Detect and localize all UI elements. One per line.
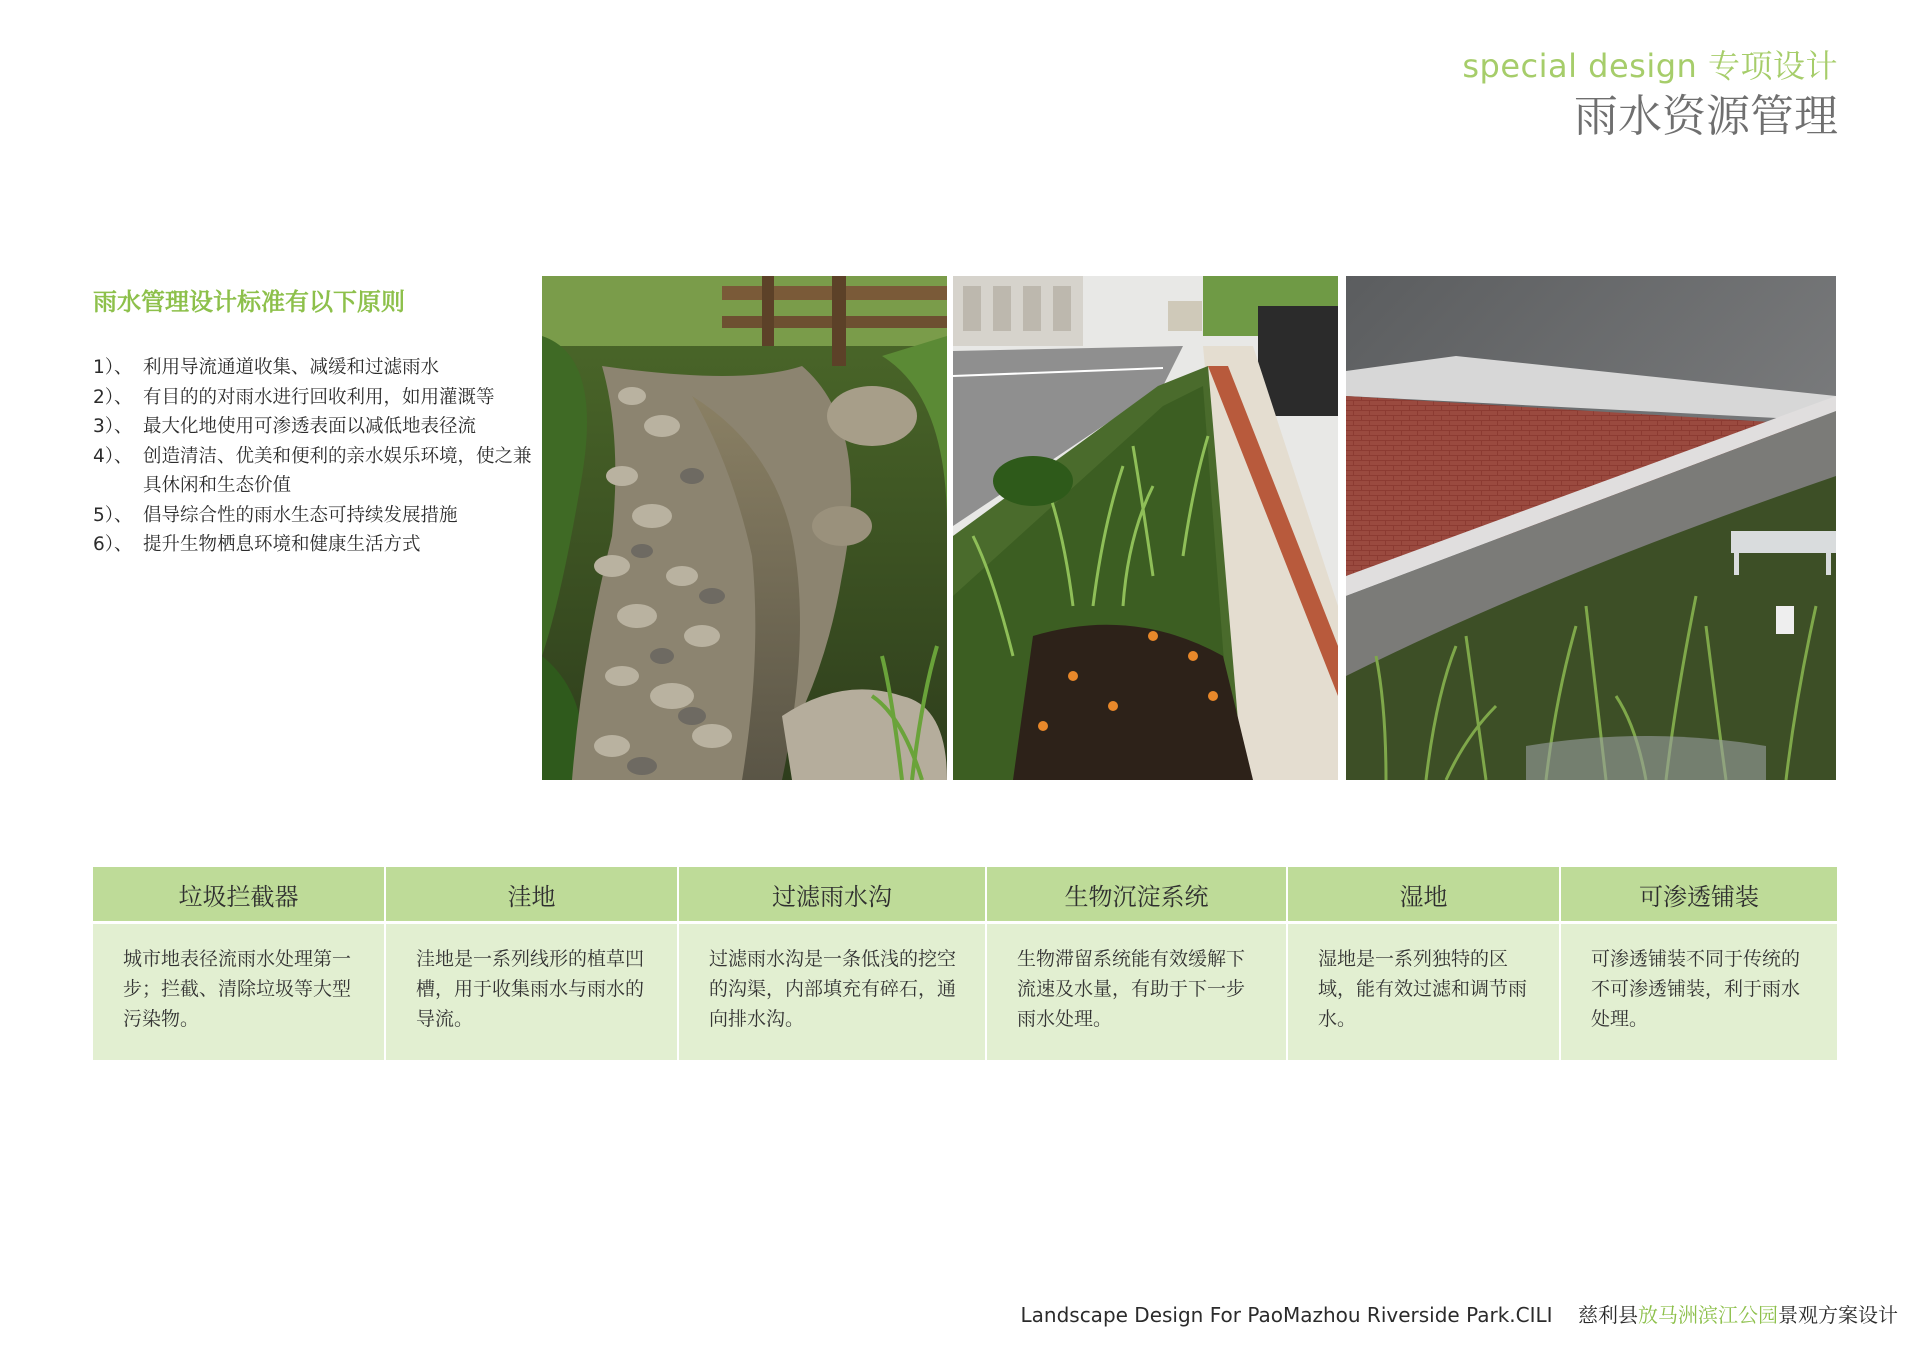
principle-number: 4）、 xyxy=(93,445,133,467)
photo-rock-creek xyxy=(542,276,947,780)
table-cell: 洼地是一系列线形的植草凹槽，用于收集雨水与雨水的导流。 xyxy=(385,923,678,1061)
principle-text: 最大化地使用可渗透表面以减低地表径流 xyxy=(143,416,477,437)
page-header xyxy=(1462,46,1838,146)
column-header: 过滤雨水沟 xyxy=(678,867,986,923)
principle-item xyxy=(93,442,533,501)
principle-number: 3）、 xyxy=(93,416,133,437)
principle-text: 倡导综合性的雨水生态可持续发展措施 xyxy=(143,504,458,526)
principle-number: 5）、 xyxy=(93,504,133,526)
photo-permeable-paving xyxy=(1346,276,1836,780)
principle-number: 6）、 xyxy=(93,534,133,555)
column-header: 垃圾拦截器 xyxy=(93,867,385,923)
principle-item xyxy=(93,383,533,413)
table-cell: 过滤雨水沟是一条低浅的挖空的沟渠，内部填充有碎石，通向排水沟。 xyxy=(678,923,986,1061)
facilities-table xyxy=(93,867,1837,1060)
table-cell: 生物滞留系统能有效缓解下流速及水量，有助于下一步雨水处理。 xyxy=(986,923,1287,1061)
photo-street-bioswale xyxy=(953,276,1338,780)
principle-item xyxy=(93,530,533,560)
column-header: 可渗透铺装 xyxy=(1560,867,1837,923)
principle-item xyxy=(93,353,533,383)
footer-county: 慈利县 xyxy=(1578,1303,1638,1327)
principle-text: 利用导流通道收集、减缓和过滤雨水 xyxy=(143,357,440,378)
column-header: 洼地 xyxy=(385,867,678,923)
column-header: 湿地 xyxy=(1287,867,1560,923)
footer-english: Landscape Design For PaoMazhou Riverside Park.CILI xyxy=(1020,1303,1553,1327)
principle-text: 有目的的对雨水进行回收利用，如用灌溉等 xyxy=(143,386,495,408)
page-footer xyxy=(1021,1299,1899,1328)
principle-item xyxy=(93,412,533,442)
table-cell: 可渗透铺装不同于传统的不可渗透铺装，利于雨水处理。 xyxy=(1560,923,1837,1061)
table-cell: 湿地是一系列独特的区域，能有效过滤和调节雨水。 xyxy=(1287,923,1560,1061)
column-header: 生物沉淀系统 xyxy=(986,867,1287,923)
header-subtitle: special design 专项设计 xyxy=(1462,47,1838,85)
principle-number: 2）、 xyxy=(93,386,133,408)
principle-list xyxy=(93,353,533,560)
table-row xyxy=(93,923,1837,1061)
principle-text: 提升生物栖息环境和健康生活方式 xyxy=(143,534,421,555)
principles-section xyxy=(93,282,533,560)
principle-number: 1）、 xyxy=(93,357,133,378)
table-header-row xyxy=(93,867,1837,923)
table-cell: 城市地表径流雨水处理第一步；拦截、清除垃圾等大型污染物。 xyxy=(93,923,385,1061)
footer-suffix: 景观方案设计 xyxy=(1778,1303,1898,1327)
principle-item xyxy=(93,501,533,531)
page-title: 雨水资源管理 xyxy=(1574,91,1838,142)
footer-park-name: 放马洲滨江公园 xyxy=(1638,1303,1778,1327)
principles-title: 雨水管理设计标准有以下原则 xyxy=(93,288,405,316)
principle-text: 创造清洁、优美和便利的亲水娱乐环境，使之兼具休闲和生态价值 xyxy=(143,445,532,496)
facilities-grid xyxy=(93,867,1837,1060)
